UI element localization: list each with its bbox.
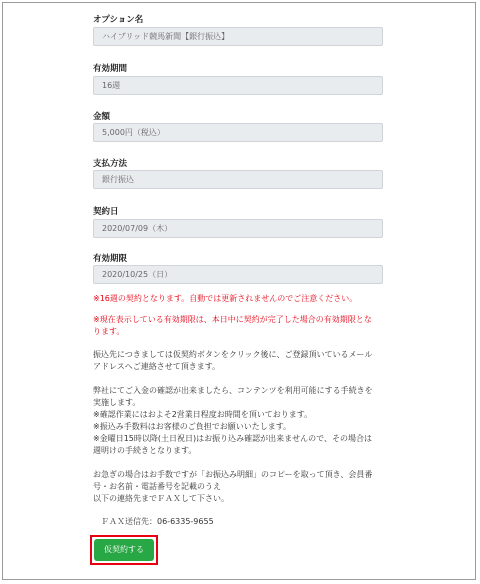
option-name-label: オプション名 — [93, 15, 144, 25]
provisional-contract-button[interactable]: 仮契約する — [94, 539, 154, 561]
period-label: 有効期間 — [93, 64, 128, 74]
period-field: 16週 — [93, 76, 383, 95]
option-name-field: ハイブリッド競馬新聞【銀行振込】 — [93, 27, 383, 46]
contract-date-field: 2020/07/09（木） — [93, 219, 383, 238]
urgent-line3: 以下の連絡先までＦＡＸして下さい。 — [93, 494, 229, 503]
amount-label: 金額 — [93, 112, 111, 122]
amount-field: 5,000円（税込） — [93, 123, 383, 142]
procedure-line1: 弊社にてご入金の確認が出来ましたら、コンテンツを利用可能にする手続きを — [93, 386, 373, 395]
procedure-line3: ※確認作業にはおよそ2営業日程度お時間を頂いております。 — [93, 410, 313, 419]
transfer-info-line2: アドレスへご連絡させて頂きます。 — [93, 362, 221, 371]
procedure-line6: 週明けの手続きとなります。 — [93, 446, 197, 455]
expiry-label: 有効期限 — [93, 254, 128, 264]
expiry-notice-line1: ※現在表示している有効期限は、本日中に契約が完了した場合の有効期限とな — [93, 315, 372, 324]
urgent-line2: 号・お名前・電話番号を記載のうえ — [93, 482, 221, 491]
expiry-field: 2020/10/25（日） — [93, 265, 383, 284]
contract-date-label: 契約日 — [93, 207, 119, 217]
urgent-line1: お急ぎの場合はお手数ですが「お振込み明細」のコピーを取って頂き、会員番 — [93, 470, 373, 479]
renewal-notice: ※16週の契約となります。自動では更新されませんのでご注意ください。 — [93, 294, 358, 303]
procedure-line4: ※振込み手数料はお客様のご負担でお願いいたします。 — [93, 422, 292, 431]
payment-field: 銀行振込 — [93, 170, 383, 189]
payment-label: 支払方法 — [93, 159, 128, 169]
procedure-line5: ※金曜日15時以降(土日祝日)はお振り込み確認が出来ませんので、その場合は — [93, 434, 372, 443]
transfer-info-line1: 振込先につきましては仮契約ボタンをクリック後に、ご登録頂いているメール — [93, 350, 373, 359]
procedure-line2: 実施します。 — [93, 398, 141, 407]
fax-number: ＦＡＸ送信先：06-6335-9655 — [101, 517, 214, 526]
expiry-notice-line2: ります。 — [93, 327, 125, 336]
